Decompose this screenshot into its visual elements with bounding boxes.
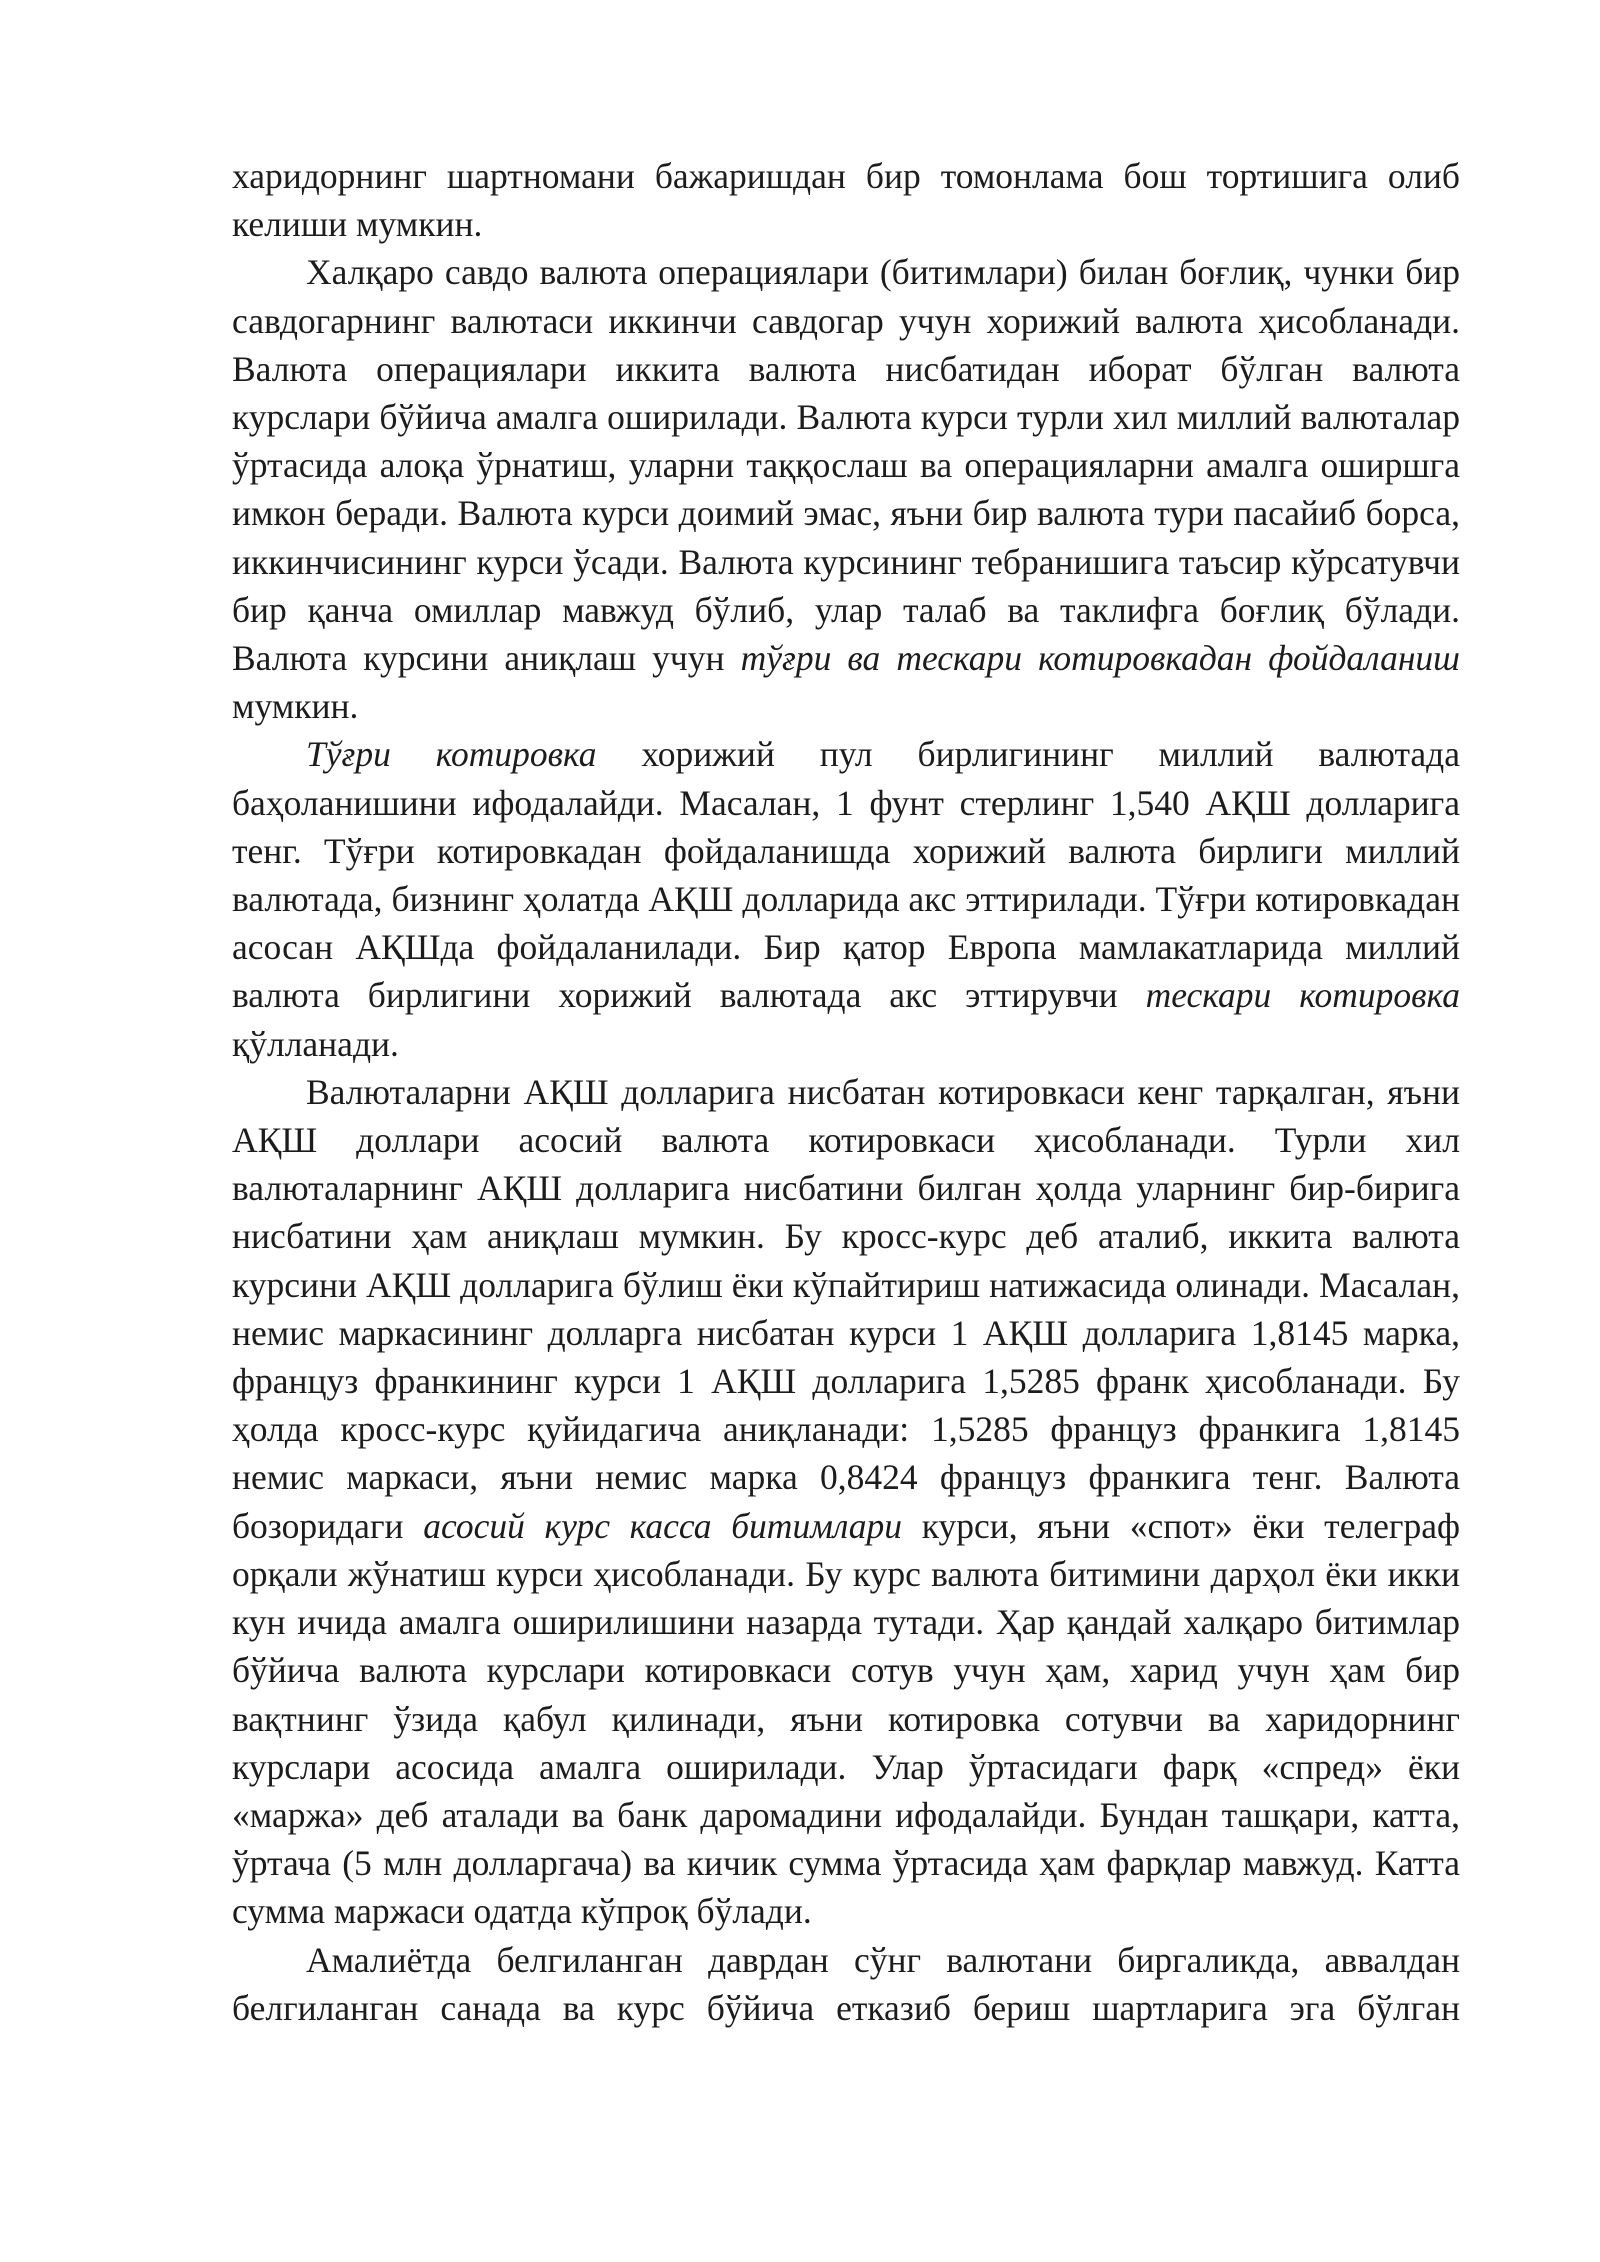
paragraph-cross-rate	[232, 1068, 1460, 1936]
paragraph-text: харидорнинг шартномани бажаришдан бир томонлама бош тортишига олиб келиши мумкин.	[232, 156, 1460, 245]
document-page	[232, 152, 1460, 2032]
paragraph-practice	[232, 1936, 1460, 2032]
italic-term: Тўғри котировка	[306, 734, 597, 775]
paragraph-text: қўлланади.	[232, 1023, 399, 1064]
paragraph-text: Амалиётда белгиланган даврдан сўнг валютани биргаликда, аввалдан белгиланган санада ва курс бўйича етказиб бериш шартларига эга бўлган	[232, 1939, 1460, 2028]
paragraph-text: мумкин.	[232, 686, 359, 727]
paragraph-direct-quotation	[232, 730, 1460, 1067]
paragraph-text: курси, яъни «спот» ёки телеграф орқали жўнатиш курси ҳисобланади. Бу курс валюта битимини дарҳол ёки икки кун ичида амалга оширилишини назарда тутади. Ҳар қандай халқаро битимлар бўйича валюта курслари котировкаси сотув учун ҳам, харид учун ҳам бир вақтнинг ўзида қабул қилинади, яъни котировка сотувчи ва харидорнинг курслари асосида амалга оширилади. Улар ўртасидаги фарқ «спред» ёки «маржа» деб аталади ва банк даромадини ифодалайди. Бундан ташқари, катта, ўртача (5 млн долларгача) ва кичик сумма ўртасида ҳам фарқлар мавжуд. Катта сумма маржаси одатда кўпроқ бўлади.	[232, 1505, 1460, 1932]
paragraph-currency-operations	[232, 248, 1460, 730]
paragraph-continuation	[232, 152, 1460, 248]
paragraph-text: Халқаро савдо валюта операциялари (битимлари) билан боғлиқ, чунки бир савдогарнинг валютаси иккинчи савдогар учун хорижий валюта ҳисобланади. Валюта операциялари иккита валюта нисбатидан иборат бўлган валюта курслари бўйича амалга оширилади. Валюта курси турли хил миллий валюталар ўртасида алоқа ўрнатиш, уларни таққослаш ва операцияларни амалга оширшга имкон беради. Валюта курси доимий эмас, яъни бир валюта тури пасайиб борса, иккинчисининг курси ўсади. Валюта курсининг тебранишига таъсир кўрсатувчи бир қанча омиллар мавжуд бўлиб, улар талаб ва таклифга боғлиқ бўлади. Валюта курсини аниқлаш учун	[232, 252, 1460, 679]
italic-term: тескари котировка	[1145, 975, 1460, 1016]
paragraph-text: Валюталарни АҚШ долларига нисбатан котировкаси кенг тарқалган, яъни АҚШ доллари асосий валюта котировкаси ҳисобланади. Турли хил валюталарнинг АҚШ долларига нисбатини билган ҳолда уларнинг бир-бирига нисбатини ҳам аниқлаш мумкин. Бу кросс-курс деб аталиб, иккита валюта курсини АҚШ долларига бўлиш ёки кўпайтириш натижасида олинади. Масалан, немис маркасининг долларга нисбатан курси 1 АҚШ долларига 1,8145 марка, француз франкининг курси 1 АҚШ долларига 1,5285 франк ҳисобланади. Бу ҳолда кросс-курс қуйидагича аниқланади: 1,5285 француз франкига 1,8145 немис маркаси, яъни немис марка 0,8424 француз франкига тенг. Валюта бозоридаги	[232, 1071, 1460, 1546]
italic-term: тўғри ва тескари котировкадан фойдаланиш	[740, 638, 1460, 679]
paragraph-text: хорижий пул бирлигининг миллий валютада баҳоланишини ифодалайди. Масалан, 1 фунт стерлинг 1,540 АҚШ долларига тенг. Тўғри котировкадан фойдаланишда хорижий валюта бирлиги миллий валютада, бизнинг ҳолатда АҚШ долларида акс эттирилади. Тўғри котировкадан асосан АҚШда фойдаланилади. Бир қатор Европа мамлакатларида миллий валюта бирлигини хорижий валютада акс эттирувчи	[232, 734, 1460, 1016]
italic-term: асосий курс касса битимлари	[423, 1505, 903, 1546]
